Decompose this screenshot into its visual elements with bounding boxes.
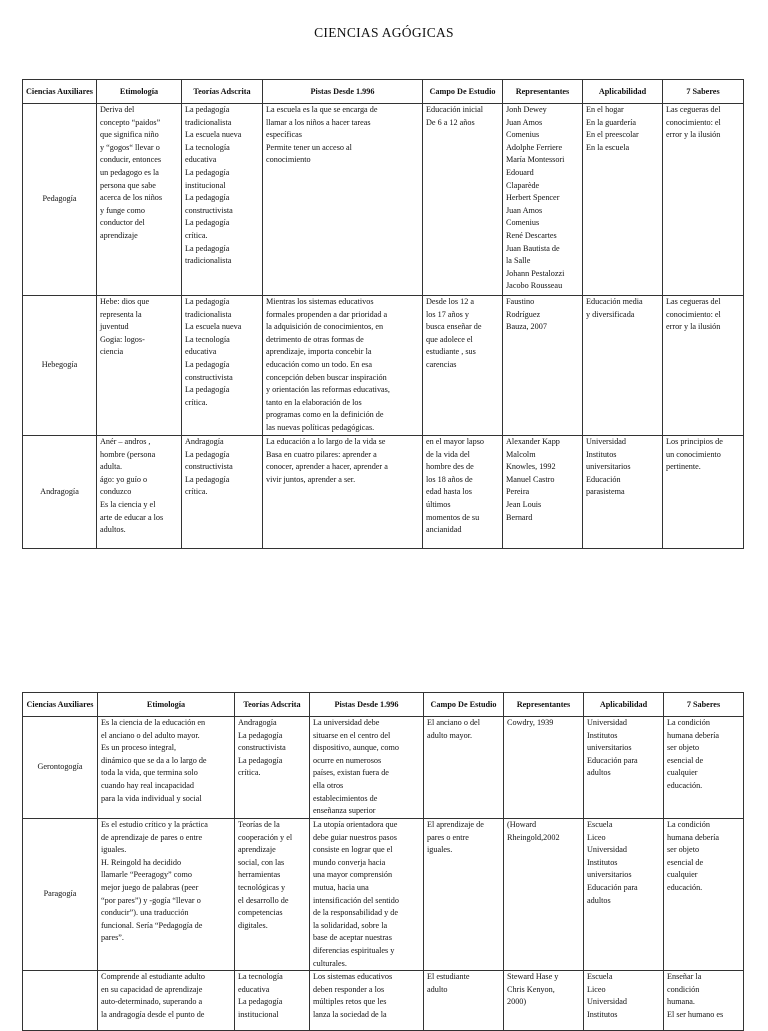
pistas-cell: Mientras los sistemas educativos formales propenden a dar prioridad a la adquisición de conocimientos, en detrimento de otras formas de aprendizaje, importa concebir la educación como un todo. En esa concepción deben buscar inspiración y orientación las reformas educativas, tanto en la elaboración de los programas como en la definición de las nuevas políticas pedagógicas. [263, 296, 423, 436]
pistas-cell: La escuela es la que se encarga de llamar a los niños a hacer tareas específicas Permite tener un acceso al conocimiento [263, 104, 423, 296]
header-teorias: Teorías Adscrita [235, 693, 310, 717]
table-row [23, 819, 744, 971]
table-row [23, 971, 744, 1031]
header-representantes: Representantes [504, 693, 584, 717]
representantes-cell: (Howard Rheingold,2002 [504, 819, 584, 971]
table-row [23, 104, 744, 296]
representantes-cell: Faustino Rodríguez Bauza, 2007 [503, 296, 583, 436]
document-title: CIENCIAS AGÓGICAS [314, 25, 454, 40]
aplicabilidad-cell: Educación media y diversificada [583, 296, 663, 436]
ciencias-table-1 [22, 79, 744, 549]
campo-cell: en el mayor lapso de la vida del hombre des de los 18 años de edad hasta los últimos momentos de su ancianidad [423, 436, 503, 549]
campo-cell: El aprendizaje de pares o entre iguales. [424, 819, 504, 971]
pistas-cell: La educación a lo largo de la vida se Basa en cuatro pilares: aprender a conocer, aprender a hacer, aprender a vivir juntos, aprender a ser. [263, 436, 423, 549]
table-row [23, 436, 744, 549]
header-representantes: Representantes [503, 80, 583, 104]
pistas-cell: La universidad debe situarse en el centro del dispositivo, aunque, como ocurre en numerosos países, existan fuera de ella otros establecimientos de enseñanza superior [310, 717, 424, 819]
header-teorias: Teorías Adscrita [182, 80, 263, 104]
representantes-cell: Cowdry, 1939 [504, 717, 584, 819]
header-campo: Campo De Estudio [423, 80, 503, 104]
header-campo: Campo De Estudio [424, 693, 504, 717]
subject-cell: Paragogía [23, 819, 98, 971]
header-saberes: 7 Saberes [663, 80, 744, 104]
aplicabilidad-cell: Universidad Institutos universitarios Educación para adultos [584, 717, 664, 819]
teorias-cell: Andragogía La pedagogía constructivista La pedagogía crítica. [182, 436, 263, 549]
header-etimologia: Etimología [97, 80, 182, 104]
header-ciencias-auxiliares: Ciencias Auxiliares [23, 80, 97, 104]
subject-cell: Andragogía [23, 436, 97, 549]
pistas-cell: Los sistemas educativos deben responder a los múltiples retos que les lanza la sociedad de la [310, 971, 424, 1031]
saberes-cell: Las cegueras del conocimiento: el error y la ilusión [663, 296, 744, 436]
aplicabilidad-cell: En el hogar En la guardería En el preescolar En la escuela [583, 104, 663, 296]
teorias-cell: La tecnología educativa La pedagogía institucional [235, 971, 310, 1031]
table-row [23, 717, 744, 819]
header-pistas: Pistas Desde 1.996 [263, 80, 423, 104]
teorias-cell: La pedagogía tradicionalista La escuela nueva La tecnología educativa La pedagogía constructivista La pedagogía crítica. [182, 296, 263, 436]
campo-cell: Educación inicial De 6 a 12 años [423, 104, 503, 296]
header-ciencias-auxiliares: Ciencias Auxiliares [23, 693, 98, 717]
saberes-cell: La condición humana debería ser objeto esencial de cualquier educación. [664, 717, 744, 819]
subject-cell: Hebegogía [23, 296, 97, 436]
representantes-cell: Steward Hase y Chris Kenyon, 2000) [504, 971, 584, 1031]
representantes-cell: Alexander Kapp Malcolm Knowles, 1992 Manuel Castro Pereira Jean Louis Bernard [503, 436, 583, 549]
pistas-cell: La utopía orientadora que debe guiar nuestros pasos consiste en lograr que el mundo converja hacia una mayor comprensión mutua, hacia una intensificación del sentido de la responsabilidad y de la solidaridad, sobre la base de aceptar nuestras diferencias espirituales y culturales. [310, 819, 424, 971]
aplicabilidad-cell: Escuela Liceo Universidad Institutos universitarios Educación para adultos [584, 819, 664, 971]
etimologia-cell: Es la ciencia de la educación en el anciano o del adulto mayor. Es un proceso integral, dinámico que se da a lo largo de toda la vida, que termina solo cuando hay real incapacidad para la vida individual y social [98, 717, 235, 819]
aplicabilidad-cell: Escuela Liceo Universidad Institutos [584, 971, 664, 1031]
header-etimologia: Etimología [98, 693, 235, 717]
subject-cell: Gerontogogía [23, 717, 98, 819]
teorias-cell: Andragogía La pedagogía constructivista La pedagogía crítica. [235, 717, 310, 819]
ciencias-table-2 [22, 692, 744, 1031]
etimologia-cell: Es el estudio crítico y la práctica de aprendizaje de pares o entre iguales. H. Reingold ha decidido llamarle “Peeragogy” como mejor juego de palabras (peer “por pares”) y -gogía “llevar o conducir”). una traducción funcional. Sería “Pedagogía de pares”. [98, 819, 235, 971]
header-aplicabilidad: Aplicabilidad [583, 80, 663, 104]
table-header-row [23, 80, 744, 104]
campo-cell: El anciano o del adulto mayor. [424, 717, 504, 819]
saberes-cell: La condición humana debería ser objeto esencial de cualquier educación. [664, 819, 744, 971]
saberes-cell: Enseñar la condición humana. El ser humano es [664, 971, 744, 1031]
teorias-cell: Teorías de la cooperación y el aprendizaje social, con las herramientas tecnológicas y el desarrollo de competencias digitales. [235, 819, 310, 971]
etimologia-cell: Hebe: dios que representa la juventud Gogia: logos- ciencia [97, 296, 182, 436]
subject-cell: Pedagogía [23, 104, 97, 296]
header-saberes: 7 Saberes [664, 693, 744, 717]
table-row [23, 296, 744, 436]
campo-cell: El estudiante adulto [424, 971, 504, 1031]
aplicabilidad-cell: Universidad Institutos universitarios Educación parasistema [583, 436, 663, 549]
header-pistas: Pistas Desde 1.996 [310, 693, 424, 717]
saberes-cell: Los principios de un conocimiento pertinente. [663, 436, 744, 549]
etimologia-cell: Anér – andros , hombre (persona adulta. ágo: yo guío o conduzco Es la ciencia y el arte de educar a los adultos. [97, 436, 182, 549]
saberes-cell: Las cegueras del conocimiento: el error y la ilusión [663, 104, 744, 296]
etimologia-cell: Deriva del concepto “paidos” que significa niño y “gogos“ llevar o conducir, entonces un pedagogo es la persona que sabe acerca de los niños y funge como conductor del aprendizaje [97, 104, 182, 296]
table-header-row [23, 693, 744, 717]
header-aplicabilidad: Aplicabilidad [584, 693, 664, 717]
etimologia-cell: Comprende al estudiante adulto en su capacidad de aprendizaje auto-determinado, superando a la andragogía desde el punto de [98, 971, 235, 1031]
subject-cell [23, 971, 98, 1031]
teorias-cell: La pedagogía tradicionalista La escuela nueva La tecnología educativa La pedagogía institucional La pedagogía constructivista La pedagogía crítica. La pedagogía tradicionalista [182, 104, 263, 296]
representantes-cell: Jonh Dewey Juan Amos Comenius Adolphe Ferriere María Montessori Edouard Claparède Herbert Spencer Juan Amos Comenius René Descartes Juan Bautista de la Salle Johann Pestalozzi Jacobo Rousseau [503, 104, 583, 296]
campo-cell: Desde los 12 a los 17 años y busca enseñar de que adolece el estudiante , sus carencias [423, 296, 503, 436]
